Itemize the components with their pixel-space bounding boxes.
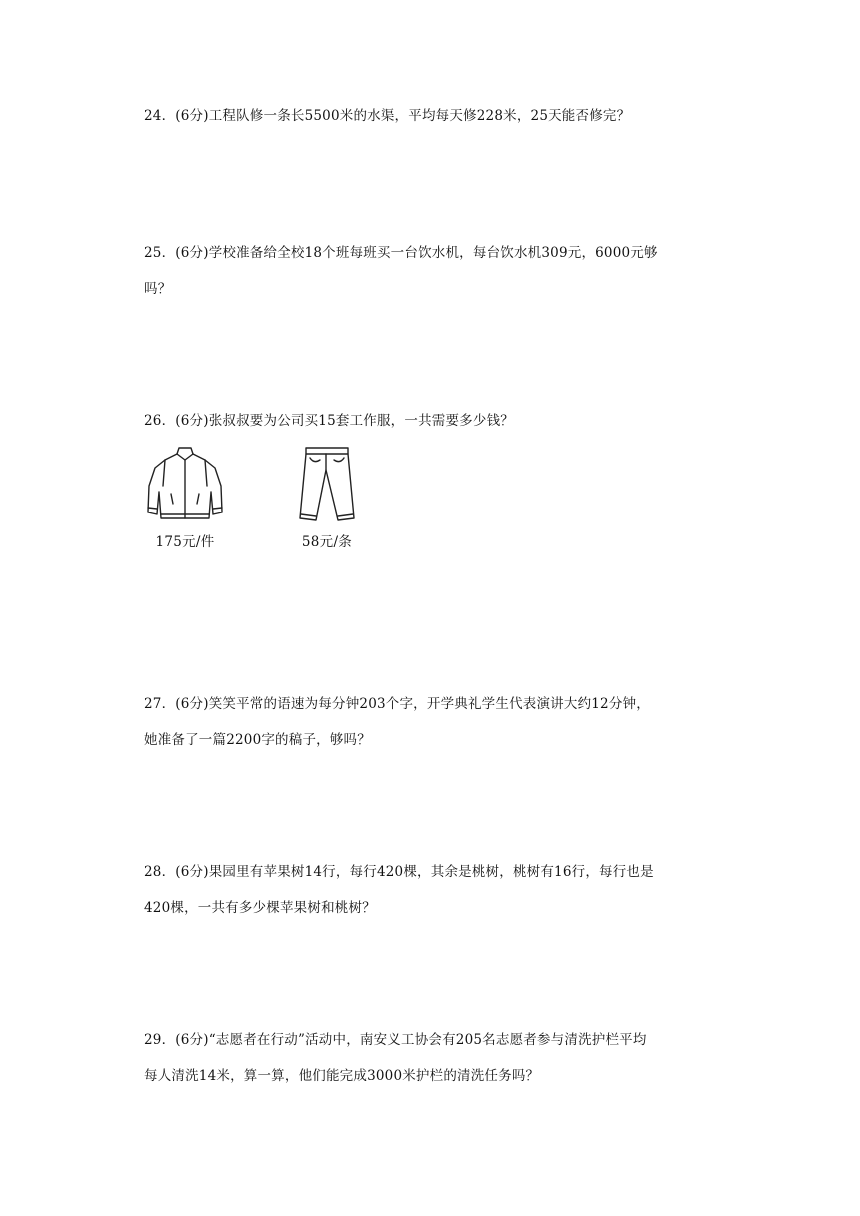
pants-price: 58元/条 [301, 534, 353, 550]
question-text: 吗？ [144, 281, 172, 297]
question-28 [144, 854, 734, 926]
question-text: 29．(6分)“志愿者在行动”活动中，南安义工协会有205名志愿者参与清洗护栏平均 [144, 1032, 647, 1048]
question-26 [144, 403, 734, 439]
question-text: 24．(6分)工程队修一条长5500米的水渠，平均每天修228米，25天能否修完？ [144, 108, 631, 124]
question-text: 420棵，一共有多少棵苹果树和桃树？ [144, 900, 376, 916]
question-text: 27．(6分)笑笑平常的语速为每分钟203个字，开学典礼学生代表演讲大约12分钟， [144, 696, 650, 712]
question-24 [144, 98, 734, 134]
question-27 [144, 686, 734, 758]
pants-icon [292, 444, 362, 524]
jacket-icon [143, 446, 227, 524]
question-text: 她准备了一篇2200字的稿子，够吗？ [144, 732, 371, 748]
pants-figure [282, 444, 372, 550]
question-text: 26．(6分)张叔叔要为公司买15套工作服，一共需要多少钱？ [144, 413, 514, 429]
jacket-figure [140, 446, 230, 550]
question-25 [144, 235, 734, 307]
question-text: 每人清洗14米，算一算，他们能完成3000米护栏的清洗任务吗？ [144, 1068, 540, 1084]
question-text: 25．(6分)学校准备给全校18个班每班买一台饮水机，每台饮水机309元，6000元够 [144, 245, 658, 261]
question-29 [144, 1022, 734, 1094]
question-text: 28．(6分)果园里有苹果树14行，每行420棵，其余是桃树，桃树有16行，每行也是 [144, 864, 654, 880]
jacket-price: 175元/件 [155, 534, 215, 550]
